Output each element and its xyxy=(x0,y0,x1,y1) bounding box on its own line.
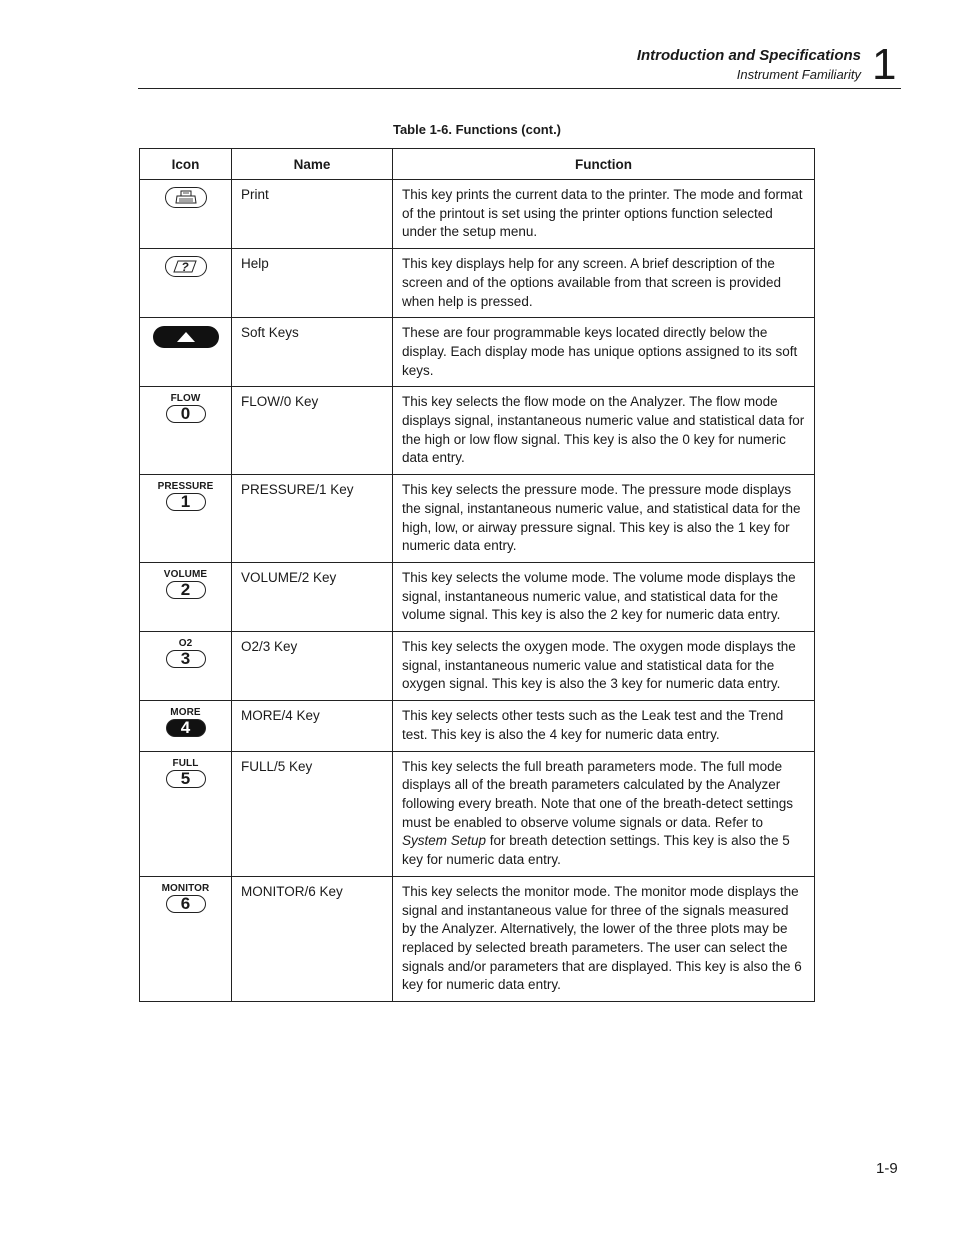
monitor-key-icon xyxy=(142,883,229,913)
name-cell: Help xyxy=(232,249,393,318)
key-label: PRESSURE xyxy=(157,481,214,493)
more-key-icon xyxy=(142,707,229,737)
column-header-icon: Icon xyxy=(140,149,232,180)
svg-text:?: ? xyxy=(180,260,189,275)
icon-cell xyxy=(140,632,232,701)
key-digit: 6 xyxy=(166,895,206,913)
icon-cell xyxy=(140,475,232,563)
key-digit: 1 xyxy=(166,493,206,511)
key-label: O2 xyxy=(178,638,193,650)
key-label: MORE xyxy=(170,707,201,719)
name-cell: Soft Keys xyxy=(232,318,393,387)
function-cell: This key selects other tests such as the Leak test and the Trend test. This key is also the 4 key for numeric data entry. xyxy=(393,701,815,751)
icon-cell xyxy=(140,318,232,387)
table-row xyxy=(140,562,815,631)
table-row xyxy=(140,632,815,701)
name-cell: FLOW/0 Key xyxy=(232,387,393,475)
key-label: FULL xyxy=(172,757,199,769)
function-cell: This key selects the volume mode. The volume mode displays the signal, instantaneous numeric value, and statistical data for the volume signal. This key is also the 2 key for numeric data entry. xyxy=(393,562,815,631)
o2-key-icon xyxy=(142,638,229,668)
functions-table xyxy=(139,148,815,1002)
function-cell: This key displays help for any screen. A brief description of the screen and of the options available from that screen is provided when help is pressed. xyxy=(393,249,815,318)
name-cell: FULL/5 Key xyxy=(232,751,393,876)
column-header-name: Name xyxy=(232,149,393,180)
pressure-key-icon xyxy=(142,481,229,511)
icon-cell xyxy=(140,562,232,631)
flow-key-icon xyxy=(142,393,229,423)
name-cell: MORE/4 Key xyxy=(232,701,393,751)
table-header-row xyxy=(140,149,815,180)
function-cell xyxy=(393,751,815,876)
page-number: 1-9 xyxy=(876,1160,898,1177)
icon-cell xyxy=(140,751,232,876)
table-row xyxy=(140,876,815,1001)
function-cell: This key selects the oxygen mode. The oxygen mode displays the signal, instantaneous numeric value and statistical data for the oxygen signal. This key is also the 3 key for numeric data entry. xyxy=(393,632,815,701)
key-digit: 4 xyxy=(166,719,206,737)
table-caption: Table 1-6. Functions (cont.) xyxy=(392,122,562,137)
table-row xyxy=(140,180,815,249)
function-cell: This key selects the monitor mode. The monitor mode displays the signal and instantaneous value for three of the signals measured by the Analyzer. Alternatively, the lower of the three plots may be replaced by selected breath parameters. The user can select the signals and/or parameters that are displayed. This key is also the 6 key for numeric data entry. xyxy=(393,876,815,1001)
section-title: Instrument Familiarity xyxy=(736,67,861,82)
icon-cell xyxy=(140,701,232,751)
function-cell: This key selects the flow mode on the Analyzer. The flow mode displays signal, instantaneous numeric value and statistical data for the high or low flow signal. This key is also the 0 key for numeric data entry. xyxy=(393,387,815,475)
chapter-title: Introduction and Specifications xyxy=(636,47,861,64)
function-text: This key selects the full breath parameters mode. The full mode displays all of the breath parameters calculated by the Analyzer following every breath. Note that one of the breath-detect settings must be enabled to observe volume signals or data. Refer to xyxy=(402,758,793,830)
name-cell: VOLUME/2 Key xyxy=(232,562,393,631)
key-label: MONITOR xyxy=(161,882,210,894)
icon-cell xyxy=(140,876,232,1001)
volume-key-icon xyxy=(142,569,229,599)
function-cell: These are four programmable keys located directly below the display. Each display mode has unique options assigned to its soft keys. xyxy=(393,318,815,387)
key-digit: 0 xyxy=(166,405,206,423)
full-key-icon xyxy=(142,758,229,788)
key-label: FLOW xyxy=(170,393,201,405)
key-digit: 5 xyxy=(166,770,206,788)
icon-cell xyxy=(140,180,232,249)
name-cell: Print xyxy=(232,180,393,249)
help-icon xyxy=(165,256,207,277)
printer-icon xyxy=(165,187,207,208)
function-cell: This key selects the pressure mode. The pressure mode displays the signal, instantaneous numeric value, and statistical data for the high, low, or airway pressure signal. This key is also the 1 key for numeric data entry. xyxy=(393,475,815,563)
key-digit: 3 xyxy=(166,650,206,668)
table-row xyxy=(140,387,815,475)
header-titles xyxy=(637,46,861,84)
name-cell: MONITOR/6 Key xyxy=(232,876,393,1001)
function-cell: This key prints the current data to the printer. The mode and format of the printout is set using the printer options function selected under the setup menu. xyxy=(393,180,815,249)
up-arrow-icon xyxy=(153,326,219,348)
table-row xyxy=(140,751,815,876)
table-row xyxy=(140,701,815,751)
name-cell: O2/3 Key xyxy=(232,632,393,701)
table-row xyxy=(140,318,815,387)
key-digit: 2 xyxy=(166,581,206,599)
table-row xyxy=(140,249,815,318)
header-rule xyxy=(138,88,901,89)
icon-cell xyxy=(140,387,232,475)
column-header-function: Function xyxy=(393,149,815,180)
icon-cell xyxy=(140,249,232,318)
function-text: for breath detection settings. This key is also the 5 key for numeric data entry. xyxy=(402,833,790,868)
key-label: VOLUME xyxy=(163,568,208,580)
table-row xyxy=(140,475,815,563)
system-setup-reference: System Setup xyxy=(402,833,487,849)
chapter-number: 1 xyxy=(872,40,897,89)
name-cell: PRESSURE/1 Key xyxy=(232,475,393,563)
